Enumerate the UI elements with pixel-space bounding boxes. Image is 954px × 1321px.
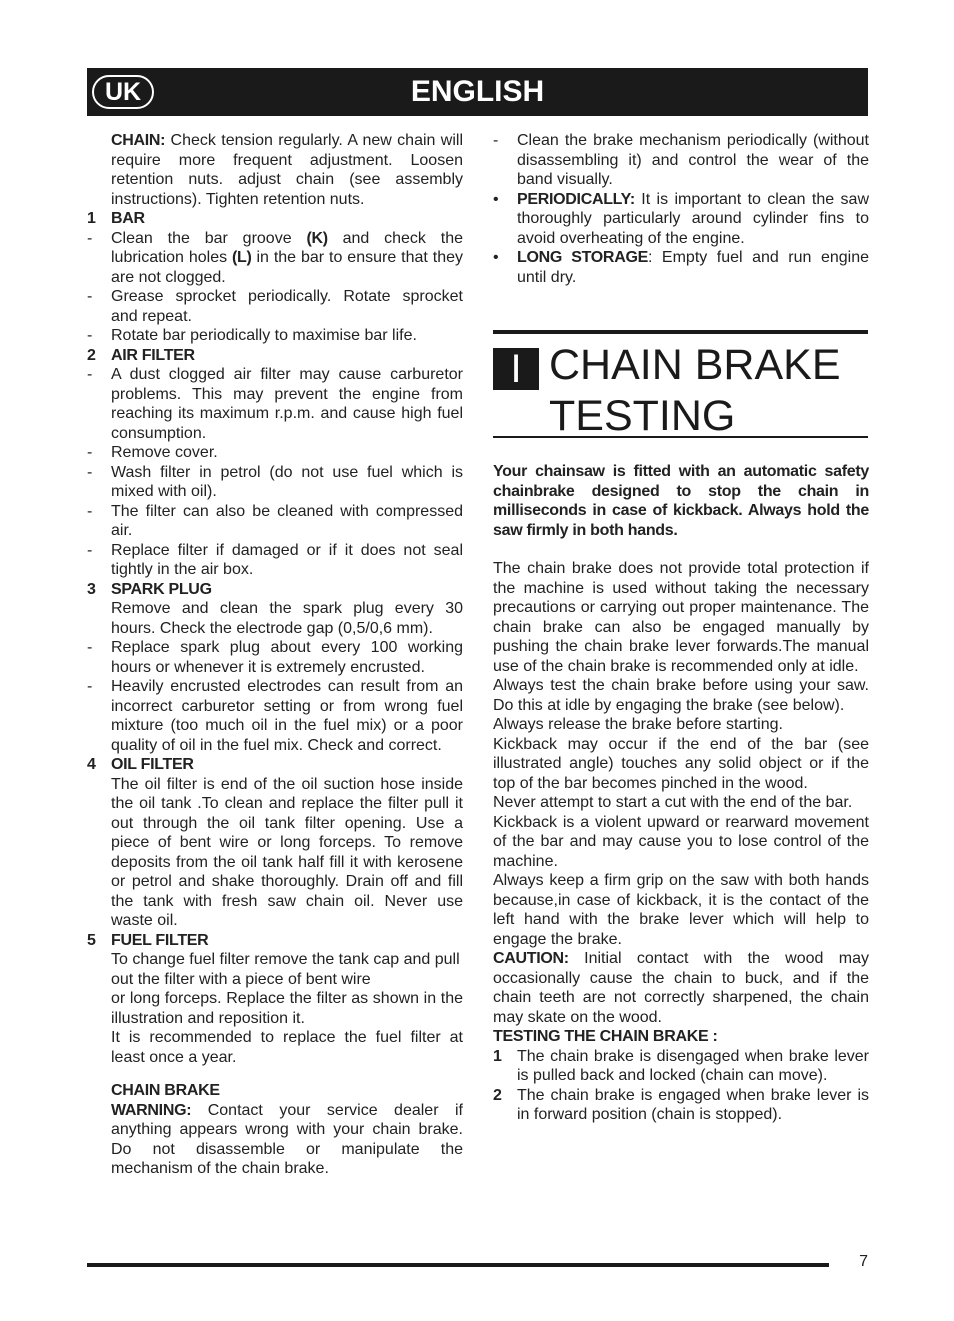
- chain-paragraph: [87, 131, 463, 209]
- bar-item-text: in the bar to ensure that they are not clogged.: [111, 249, 463, 286]
- bar-heading: [87, 209, 463, 229]
- caution-label: CAUTION:: [493, 950, 569, 967]
- caution-paragraph: [493, 949, 869, 1027]
- long-storage-label: LONG STORAGE: [517, 249, 648, 266]
- body-paragraph: Kickback is a violent upward or rearward movement of the bar and may cause you to lose control of the machine.: [493, 813, 869, 870]
- language-header: [87, 68, 868, 116]
- body-paragraph: The chain brake does not provide total protection if the machine is used without taking the necessary precautions or carrying out proper maintenance. The chain brake can also be engaged manually by pushing the chain brake lever forwards.The manual use of the chain brake is recommended only at idle.: [493, 560, 869, 675]
- oil-filter-heading: [87, 755, 463, 775]
- header-title: ENGLISH: [410, 75, 545, 108]
- fuel-filter-text: It is recommended to replace the fuel filter at least once a year.: [111, 1029, 463, 1066]
- bar-item-k: (K): [306, 229, 328, 247]
- periodically-item: • PERIODICALLY: It is important to clean the saw thoroughly particularly around cylinder fins to avoid overheating of the engine.: [493, 190, 869, 247]
- caution-text: Initial contact with the wood may occasionally cause the chain to buck, and if the chain teeth are not correctly sharpened, the chain may skate on the wood.: [493, 950, 869, 1026]
- section-title-line: TESTING: [549, 392, 736, 440]
- step-text: The chain brake is disengaged when brake lever is pulled back and locked (chain can move).: [517, 1047, 869, 1084]
- step-text: The chain brake is engaged when brake lever is in forward position (chain is stopped).: [517, 1086, 869, 1123]
- fuel-filter-text: To change fuel filter remove the tank cap and pull out the filter with a piece of bent wire: [111, 951, 460, 988]
- bar-item-text: and check the lubrication holes: [111, 229, 463, 266]
- air-filter-item: - Replace filter if damaged or if it does not seal tightly in the air box.: [87, 541, 463, 578]
- air-filter-item: - The filter can also be cleaned with compressed air.: [87, 502, 463, 539]
- air-filter-item-text: Replace filter if damaged or if it does not seal tightly in the air box.: [111, 541, 463, 578]
- section-title-line: CHAIN BRAKE: [549, 341, 841, 389]
- chain-label: CHAIN:: [111, 132, 166, 149]
- air-filter-title: AIR FILTER: [111, 346, 195, 364]
- warning-text: Contact your service dealer if anything appears wrong with your chain brake. Do not disassemble or manipulate the mechanism of the chain brake.: [111, 1101, 463, 1177]
- section-heading: [493, 330, 868, 438]
- air-filter-item-text: A dust clogged air filter may cause carburetor problems. This may prevent the engine from reaching its maximum r.p.m. and cause high fuel consumption.: [111, 366, 463, 442]
- section-title: [549, 340, 841, 442]
- air-filter-item: - A dust clogged air filter may cause carburetor problems. This may prevent the engine from reaching its maximum r.p.m. and cause high fuel consumption.: [87, 366, 463, 442]
- body-paragraph: Always test the chain brake before using your saw. Do this at idle by engaging the brake (see below).: [493, 677, 869, 714]
- fuel-filter-title: FUEL FILTER: [111, 931, 209, 949]
- section-letter: I: [493, 348, 539, 390]
- spark-plug-intro: Remove and clean the spark plug every 30 hours. Check the electrode gap (0,5/0,6 mm).: [111, 600, 463, 637]
- body-paragraph: Always keep a firm grip on the saw with both hands because,in case of kickback, it is the contact of the left hand with the brake lever which will help to engage the brake.: [493, 872, 869, 948]
- spark-plug-item: - Heavily encrusted electrodes can result from an incorrect carburetor setting or from wrong fuel mixture (too much oil in the fuel mix) or a poor quality of oil in the fuel mix. Check and correct.: [87, 678, 463, 754]
- periodically-label: PERIODICALLY:: [517, 190, 635, 208]
- periodically-text: It is important to clean the saw thoroughly particularly around cylinder fins to avoid overheating of the engine.: [517, 190, 869, 247]
- testing-step: [493, 1047, 869, 1086]
- bar-item: - Grease sprocket periodically. Rotate sprocket and repeat.: [87, 288, 463, 325]
- page-number: 7: [859, 1253, 868, 1270]
- air-filter-heading: [87, 346, 463, 366]
- bar-item: - Rotate bar periodically to maximise bar life.: [87, 327, 417, 344]
- body-paragraph: Never attempt to start a cut with the end of the bar.: [493, 794, 853, 811]
- fuel-filter-number: 5: [87, 931, 96, 949]
- right-column-body: [493, 462, 869, 1125]
- bar-title: BAR: [111, 210, 145, 227]
- air-filter-item-text: The filter can also be cleaned with compressed air.: [111, 502, 463, 539]
- bar-item: - Clean the bar groove (K) and check the lubrication holes (L) in the bar to ensure that they are not clogged.: [87, 229, 463, 286]
- intro-warning: Your chainsaw is fitted with an automatic safety chainbrake designed to stop the chain in milliseconds in case of kickback. Always hold the saw firmly in both hands.: [493, 463, 869, 539]
- spark-plug-item-text: Replace spark plug about every 100 working hours or whenever it is extremely encrusted.: [111, 639, 463, 676]
- fuel-filter-heading: [87, 931, 463, 951]
- oil-filter-number: 4: [87, 756, 96, 773]
- fuel-filter-text: or long forceps. Replace the filter as shown in the illustration and reposition it.: [111, 990, 463, 1027]
- testing-title: TESTING THE CHAIN BRAKE :: [493, 1028, 718, 1045]
- chain-text: Check tension regularly. A new chain will require more frequent adjustment. Loosen retention nuts. adjust chain (see assembly instructions). Tighten retention nuts.: [111, 132, 463, 208]
- footer-rule: [87, 1263, 829, 1267]
- air-filter-item-text: Remove cover.: [111, 444, 218, 461]
- bar-item-text: Clean the bar groove: [111, 229, 307, 247]
- air-filter-item: - Wash filter in petrol (do not use fuel which is mixed with oil).: [87, 463, 463, 500]
- long-storage-item: • LONG STORAGE: Empty fuel and run engine until dry.: [493, 249, 869, 286]
- spark-plug-item: - Replace spark plug about every 100 working hours or whenever it is extremely encrusted.: [87, 639, 463, 676]
- testing-step: [493, 1086, 869, 1125]
- spark-plug-item-text: Heavily encrusted electrodes can result from an incorrect carburetor setting or from wrong fuel mixture (too much oil in the fuel mix) or a poor quality of oil in the fuel mix. Check and correct.: [111, 678, 463, 754]
- uk-badge: UK: [92, 75, 154, 109]
- body-paragraph: Always release the brake before starting.: [493, 716, 783, 733]
- oil-filter-text: The oil filter is end of the oil suction hose inside the oil tank .To clean and replace the filter pull it out through the oil tank filter opening. Use a piece of bent wire or long forceps. To remove deposits from the oil tank half fill it with kerosene or petrol and shake thoroughly. Drain off and fill the tank with fresh saw chain oil. Never use waste oil.: [111, 775, 463, 929]
- air-filter-item-text: Wash filter in petrol (do not use fuel which is mixed with oil).: [111, 463, 463, 500]
- warning-label: WARNING:: [111, 1101, 192, 1119]
- air-filter-item: - Remove cover.: [87, 444, 218, 461]
- chain-brake-title: CHAIN BRAKE: [111, 1082, 220, 1099]
- air-filter-number: 2: [87, 346, 96, 364]
- brake-clean-item: - Clean the brake mechanism periodically (without disassembling it) and control the wear of the band visually.: [493, 132, 869, 188]
- left-column: [87, 131, 463, 1179]
- step-number: 1: [493, 1047, 502, 1065]
- brake-clean-text: Clean the brake mechanism periodically (without disassembling it) and control the wear of the band visually.: [517, 132, 869, 188]
- chain-brake-warning: [87, 1101, 463, 1179]
- spark-plug-heading: [87, 580, 463, 600]
- spark-plug-number: 3: [87, 580, 96, 598]
- body-paragraph: Kickback may occur if the end of the bar (see illustrated angle) touches any solid object or if the top of the bar becomes pinched in the wood.: [493, 735, 869, 792]
- bar-item-l: (L): [232, 249, 252, 266]
- step-number: 2: [493, 1086, 502, 1104]
- spark-plug-title: SPARK PLUG: [111, 580, 212, 598]
- bar-item-text: Grease sprocket periodically. Rotate sprocket and repeat.: [111, 288, 463, 325]
- long-storage-text: : Empty fuel and run engine until dry.: [517, 249, 869, 286]
- right-column-top: [493, 131, 869, 287]
- oil-filter-title: OIL FILTER: [111, 756, 194, 773]
- bar-number: 1: [87, 210, 96, 227]
- bar-item-text: Rotate bar periodically to maximise bar life.: [111, 327, 417, 344]
